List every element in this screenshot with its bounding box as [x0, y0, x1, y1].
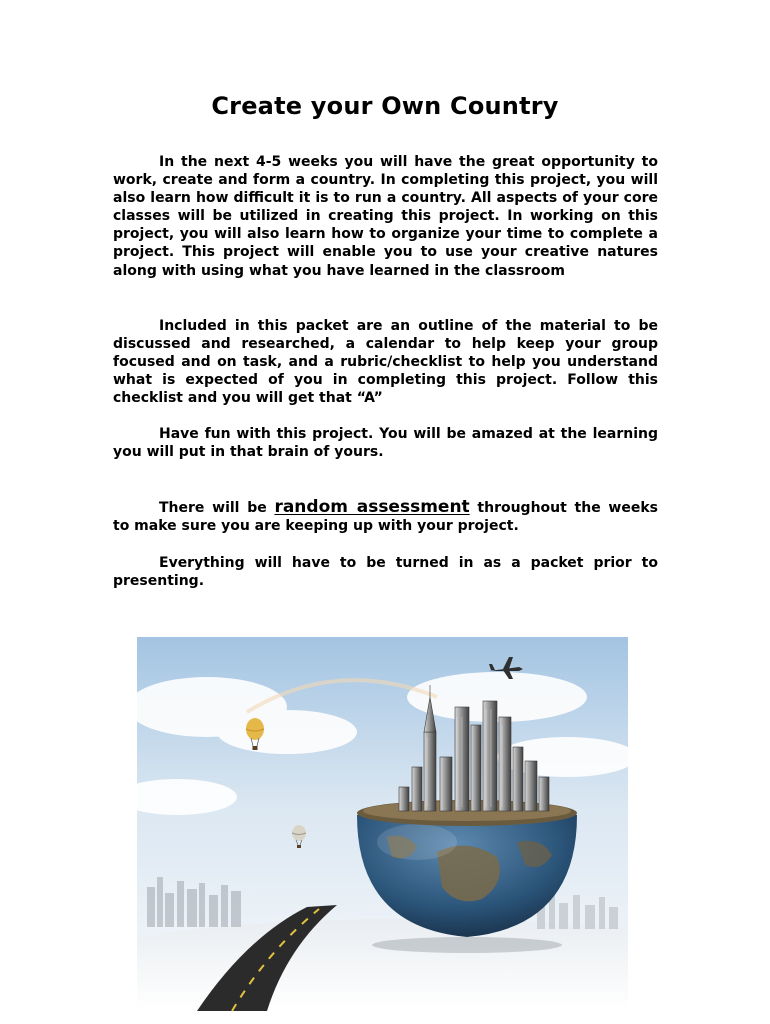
paragraph-have-fun: Have fun with this project. You will be amazed at the learning you will put in that brain of yours.	[113, 426, 658, 461]
page-title: Create your Own Country	[211, 92, 559, 120]
assessment-text-after: throughout the weeks to make sure you are keeping up with your project.	[113, 500, 658, 535]
paragraph-turn-in: Everything will have to be turned in as a packet prior to presenting.	[113, 555, 658, 590]
paragraph-intro: In the next 4-5 weeks you will have the great opportunity to work, create and form a country. In completing this project, you will also learn how difficult it is to run a country. All aspects of your core classes will be utilized in creating this project. In working on this project, you will also learn how to organize your time to complete a project. This project will enable you to use your creative natures along with using what you have learned in the classroom	[113, 154, 658, 279]
random-assessment-emphasis: random assessment	[274, 497, 470, 517]
city-globe-illustration	[137, 637, 628, 1011]
paragraph-packet-contents: Included in this packet are an outline of the material to be discussed and researched, a calendar to help keep your group focused and on task, and a rubric/checklist to help you understand what is expected of you in completing this project. Follow this checklist and you will get that “A”	[113, 318, 658, 407]
assessment-text-before: There will be	[159, 500, 275, 516]
paragraph-assessment	[113, 498, 658, 535]
